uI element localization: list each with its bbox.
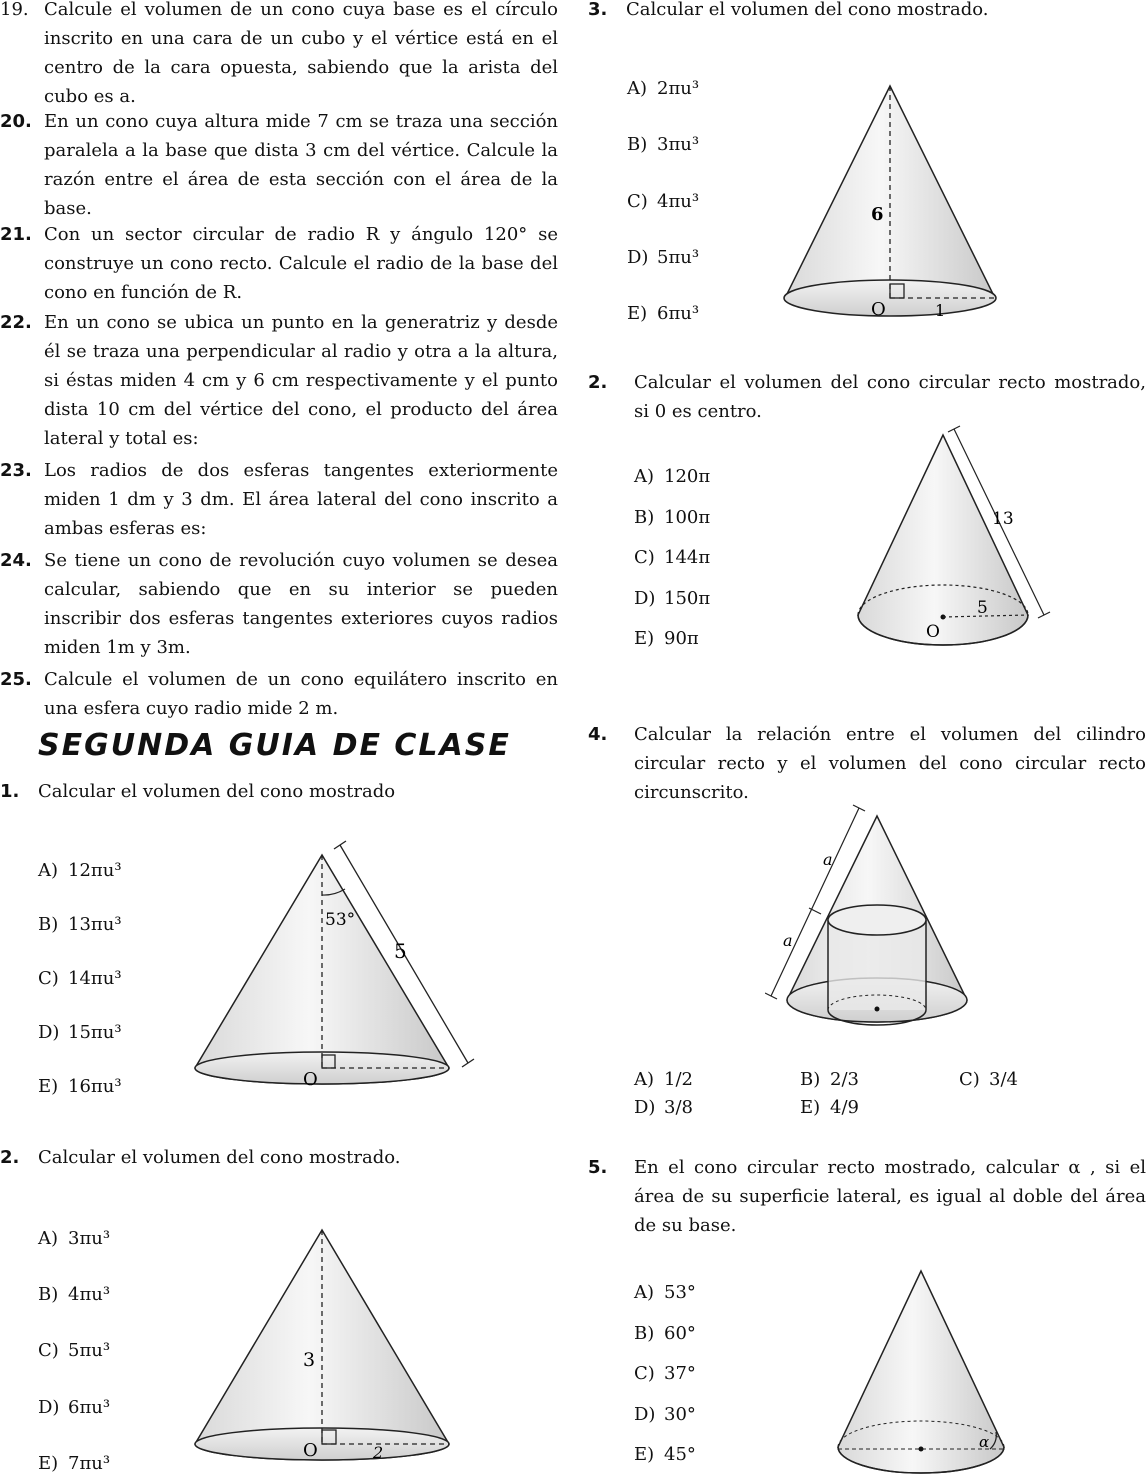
problem-24: [0, 546, 558, 664]
cone-figure-p1: [180, 835, 480, 1095]
problem-22: [0, 308, 558, 456]
height-label: 3: [303, 1349, 316, 1371]
cone-figure-p2: [185, 1220, 465, 1478]
radius-label: 5: [977, 598, 988, 618]
problem-number: 25.: [0, 669, 32, 690]
cone-cylinder-figure-p4: [765, 800, 985, 1050]
problem-number: 24.: [0, 550, 32, 571]
cone-figure-p2b: [850, 425, 1055, 650]
problem-text: En el cono circular recto mostrado, calcular α , si el área de su superficie lateral, es igual al doble del área de su base.: [634, 1157, 1146, 1236]
radius-label: 1: [935, 301, 946, 320]
option-e[interactable]: E) 16πu³: [38, 1076, 122, 1097]
option-c[interactable]: C) 14πu³: [38, 968, 122, 989]
problem-text: Calcular el volumen del cono mostrado.: [626, 0, 989, 20]
problem-21: [0, 220, 558, 308]
problem-number: 1.: [0, 781, 20, 802]
cone-figure-p3: [775, 78, 1010, 328]
option-c[interactable]: C) 3/4: [959, 1069, 1018, 1090]
option-e[interactable]: E) 90π: [634, 628, 699, 649]
option-a[interactable]: A) 120π: [634, 466, 711, 487]
option-b[interactable]: B) 100π: [634, 507, 711, 528]
option-b[interactable]: B) 4πu³: [38, 1284, 111, 1305]
problem-text: Calcular el volumen del cono circular recto mostrado, si 0 es centro.: [634, 372, 1146, 422]
problem-text: Los radios de dos esferas tangentes exteriormente miden 1 dm y 3 dm. El área lateral del cono inscrito a ambas esferas es:: [44, 460, 558, 539]
segment-label-2: a: [783, 931, 793, 950]
problem-text: En un cono cuya altura mide 7 cm se traza una sección paralela a la base que dista 3 cm del vértice. Calcule la razón entre el área de esta sección con el área de la base.: [44, 111, 558, 219]
segment-label-1: a: [823, 850, 833, 869]
option-b[interactable]: B) 13πu³: [38, 914, 122, 935]
option-c[interactable]: C) 144π: [634, 547, 711, 568]
slant-label: 5: [394, 939, 407, 963]
problem-text: Calcular la relación entre el volumen del cilindro circular recto y el volumen del cono circular recto circunscrito.: [634, 724, 1146, 803]
problem-number: 4.: [588, 724, 608, 745]
problem-text: Calcule el volumen de un cono equilátero inscrito en una esfera cuyo radio mide 2 m.: [44, 669, 558, 719]
option-c[interactable]: C) 4πu³: [627, 191, 700, 212]
problem-25: [0, 665, 558, 725]
problem-number: 2.: [588, 372, 608, 393]
option-d[interactable]: D) 5πu³: [627, 247, 700, 268]
option-a[interactable]: A) 12πu³: [38, 860, 122, 881]
option-a[interactable]: A) 3πu³: [38, 1228, 111, 1249]
option-e[interactable]: E) 6πu³: [627, 303, 700, 324]
problem-number: 22.: [0, 312, 32, 333]
option-c[interactable]: C) 5πu³: [38, 1340, 111, 1361]
height-label: 6: [871, 204, 884, 225]
option-d[interactable]: D) 6πu³: [38, 1397, 111, 1418]
option-c[interactable]: C) 37°: [634, 1363, 696, 1384]
radius-label: 2: [373, 1443, 384, 1462]
center-label: O: [303, 1440, 318, 1461]
problem-text: En un cono se ubica un punto en la generatriz y desde él se traza una perpendicular al radio y otra a la altura, si éstas miden 4 cm y 6 cm respectivamente y el punto dista 10 cm del vértice del cono, el producto del área lateral y total es:: [44, 312, 558, 449]
problem-number: 23.: [0, 460, 32, 481]
center-label: O: [303, 1069, 318, 1090]
option-d[interactable]: D) 150π: [634, 588, 711, 609]
problem-number: 20.: [0, 111, 32, 132]
problem-number: 3.: [588, 0, 608, 20]
problem-number: 19.: [0, 0, 29, 20]
problem-number: 2.: [0, 1147, 20, 1168]
option-e[interactable]: E) 7πu³: [38, 1453, 111, 1474]
problem-19: [0, 0, 558, 107]
problem-number: 21.: [0, 224, 32, 245]
option-a[interactable]: A) 2πu³: [627, 78, 700, 99]
option-a[interactable]: A) 53°: [634, 1282, 696, 1303]
problem-text: Se tiene un cono de revolución cuyo volumen se desea calcular, sabiendo que en su interior se pueden inscribir dos esferas tangentes exteriores cuyos radios miden 1m y 3m.: [44, 550, 558, 658]
center-label: O: [926, 622, 940, 642]
option-d[interactable]: D) 3/8: [634, 1097, 693, 1118]
option-b[interactable]: B) 60°: [634, 1323, 696, 1344]
cone-figure-p5: [830, 1265, 1015, 1480]
option-b[interactable]: B) 2/3: [800, 1069, 859, 1090]
option-b[interactable]: B) 3πu³: [627, 134, 700, 155]
option-e[interactable]: E) 45°: [634, 1444, 696, 1465]
center-label: O: [871, 299, 886, 320]
problem-text: Calcule el volumen de un cono cuya base es el círculo inscrito en una cara de un cubo y el vértice está en el centro de la cara opuesta, sabiendo que la arista del cubo es a.: [44, 0, 558, 107]
problem-23: [0, 456, 558, 544]
problem-text: Calcular el volumen del cono mostrado.: [38, 1147, 401, 1168]
option-d[interactable]: D) 15πu³: [38, 1022, 122, 1043]
angle-label: 53°: [325, 910, 356, 930]
problem-text: Con un sector circular de radio R y ángulo 120° se construye un cono recto. Calcule el radio de la base del cono en función de R.: [44, 224, 558, 303]
option-a[interactable]: A) 1/2: [634, 1069, 693, 1090]
problem-text: Calcular el volumen del cono mostrado: [38, 781, 396, 802]
slant-label: 13: [992, 509, 1014, 529]
section-heading: SEGUNDA GUIA DE CLASE: [38, 728, 511, 763]
option-d[interactable]: D) 30°: [634, 1404, 696, 1425]
problem-number: 5.: [588, 1157, 608, 1178]
angle-label: α: [979, 1433, 990, 1451]
option-e[interactable]: E) 4/9: [800, 1097, 859, 1118]
problem-20: [0, 107, 558, 223]
